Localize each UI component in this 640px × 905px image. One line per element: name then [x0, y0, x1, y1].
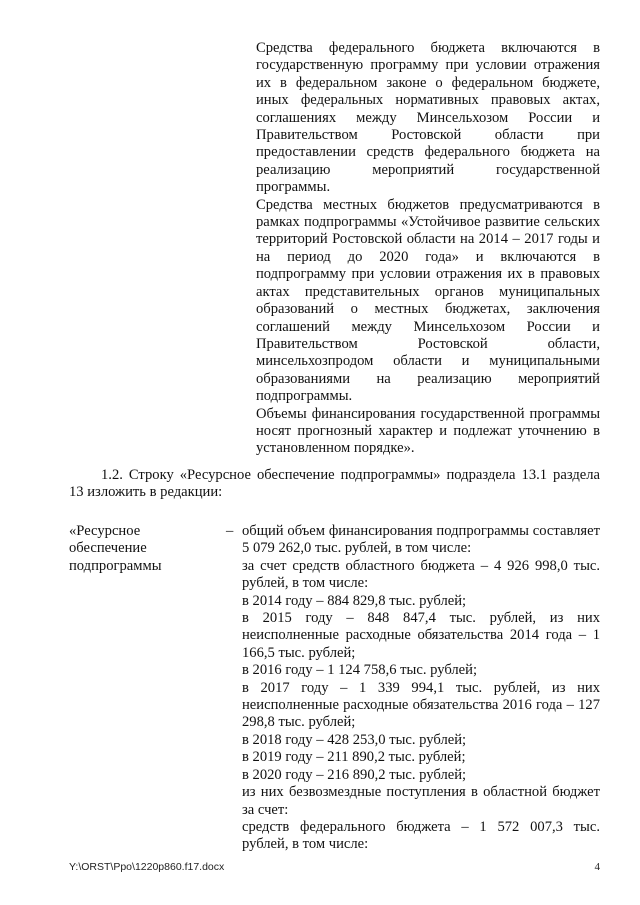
resource-line: в 2018 году – 428 253,0 тыс. рублей; [242, 731, 467, 748]
paragraph-local-budgets: Средства местных бюджетов предусматриваются в рамках подпрограммы «Устойчивое развитие сельских территорий Ростовской области на 2014 – 2017 годы и на период до 2020 года» и включаются в подпрограмму при условии отражения их в правовых актах представительных органов муниципальных образований о местных бюджетах, заключения соглашений между Минсельхозом России и Правительством Ростовской области, минсельхозпродом области и муниципальными образованиями на реализацию мероприятий подпрограммы. [256, 196, 600, 405]
resource-details [242, 523, 600, 854]
page-footer [69, 861, 600, 875]
resource-line: в 2016 году – 1 124 758,6 тыс. рублей; [242, 662, 478, 679]
resource-label-line: обеспечение [69, 540, 147, 557]
resource-label-line: подпрограммы [69, 557, 162, 574]
resource-line: за счет средств областного бюджета – 4 926 998,0 тыс. рублей, в том числе: [242, 557, 600, 592]
item-1-2: 1.2. Строку «Ресурсное обеспечение подпрограммы» подраздела 13.1 раздела 13 изложить в редакции: [69, 467, 600, 501]
resource-line: из них безвозмездные поступления в областной бюджет за счет: [242, 784, 600, 818]
resource-line: средств федерального бюджета – 1 572 007,3 тыс. рублей, в том числе: [242, 818, 600, 853]
resource-line: в 2015 году – 848 847,4 тыс. рублей, из них неисполненные расходные обязательства 2014 года – 1 166,5 тыс. рублей; [242, 610, 600, 661]
resource-line: в 2017 году – 1 339 994,1 тыс. рублей, из них неисполненные расходные обязательства 2016 года – 127 298,8 тыс. рублей; [242, 679, 600, 731]
resource-line: в 2019 году – 211 890,2 тыс. рублей; [242, 749, 466, 766]
right-column-text [256, 40, 600, 458]
resource-dash: – [226, 523, 234, 539]
resource-line: общий объем финансирования подпрограммы составляет 5 079 262,0 тыс. рублей, в том числе: [242, 523, 600, 557]
page-number: 4 [594, 861, 600, 873]
resource-line: в 2014 году – 884 829,8 тыс. рублей; [242, 592, 467, 609]
paragraph-financing-volumes: Объемы финансирования государственной программы носят прогнозный характер и подлежат уточнению в установленном порядке». [256, 405, 600, 457]
resource-label [69, 523, 219, 575]
resource-line: в 2020 году – 216 890,2 тыс. рублей; [242, 766, 467, 783]
resource-label-line: «Ресурсное [69, 523, 141, 539]
file-path: Y:\ORST\Ppo\1220p860.f17.docx [69, 861, 225, 873]
paragraph-federal-budget: Средства федерального бюджета включаются в государственную программу при условии отражения их в федеральном законе о федеральном бюджете, иных федеральных нормативных правовых актах, соглашениях между Минсельхозом России и Правительством Ростовской области при предоставлении средств федерального бюджета на реализацию мероприятий государственной программы. [256, 40, 600, 196]
